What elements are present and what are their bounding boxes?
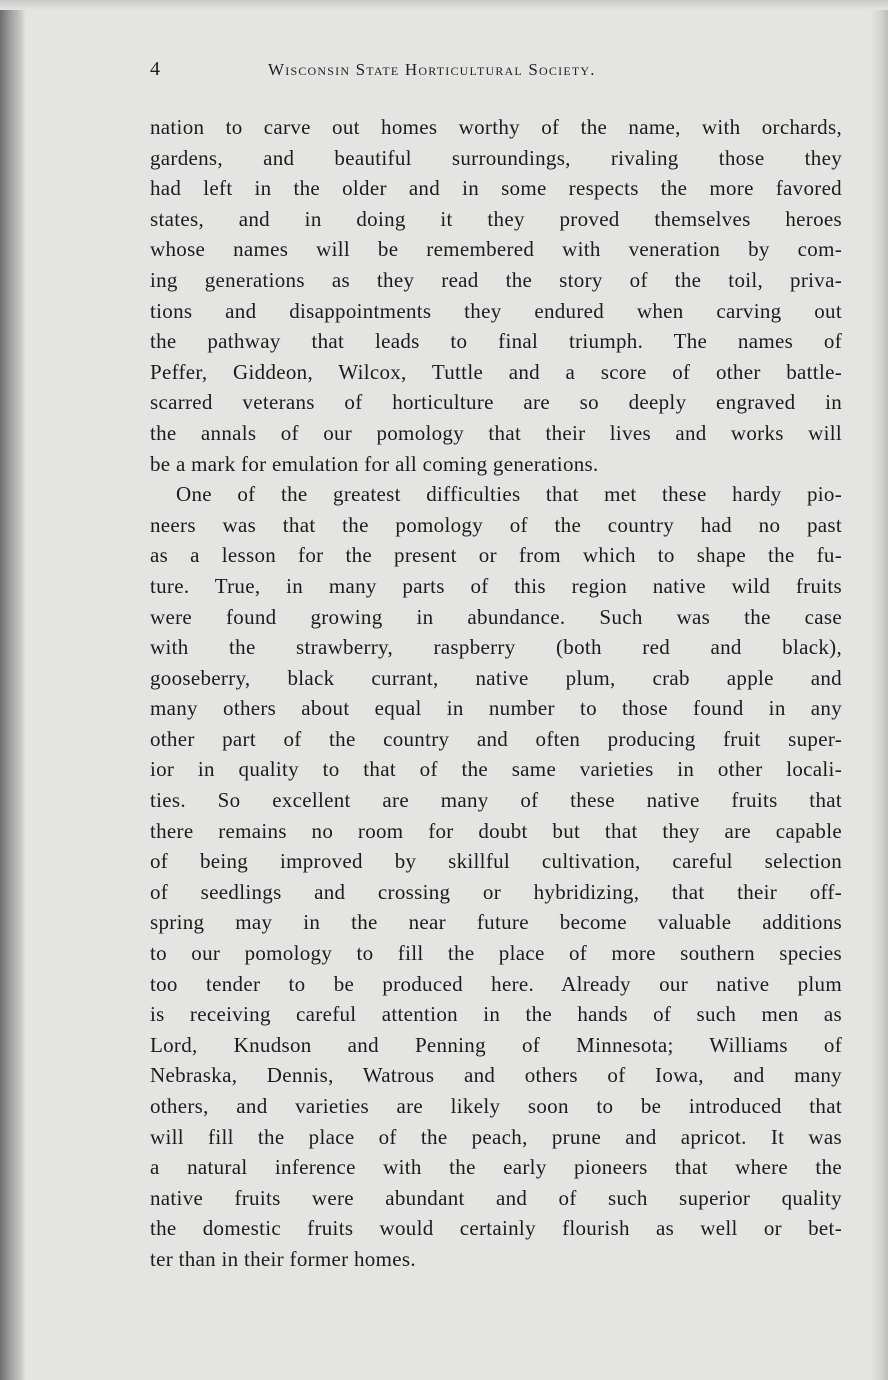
- text-line: scarred veterans of horticulture are so deeply engraved in: [150, 390, 842, 415]
- text-line: ing generations as they read the story of the toil, priva-: [150, 267, 842, 292]
- page-number: 4: [150, 58, 160, 80]
- page-edge-top: [0, 0, 888, 10]
- text-line: ties. So excellent are many of these native fruits that: [150, 788, 842, 813]
- text-line: of being improved by skillful cultivation, careful selection: [150, 849, 842, 874]
- text-line: a natural inference with the early pioneers that where the: [150, 1155, 842, 1180]
- text-line: too tender to be produced here. Already our native plum: [150, 971, 842, 996]
- text-line: native fruits were abundant and of such superior quality: [150, 1185, 842, 1210]
- text-line: neers was that the pomology of the country had no past: [150, 512, 842, 537]
- text-line: Lord, Knudson and Penning of Minnesota; Williams of: [150, 1032, 842, 1057]
- text-line: is receiving careful attention in the hands of such men as: [150, 1002, 842, 1027]
- text-line: will fill the place of the peach, prune and apricot. It was: [150, 1124, 842, 1149]
- text-line: of seedlings and crossing or hybridizing, that their off-: [150, 879, 842, 904]
- text-line: gooseberry, black currant, native plum, crab apple and: [150, 665, 842, 690]
- text-line: states, and in doing it they proved themselves heroes: [150, 206, 842, 231]
- text-line: gardens, and beautiful surroundings, rivaling those they: [150, 145, 842, 170]
- text-line: others, and varieties are likely soon to be introduced that: [150, 1094, 842, 1118]
- page-header: [150, 58, 840, 88]
- text-line: the annals of our pomology that their lives and works will: [150, 420, 842, 445]
- book-spine-shadow: [0, 0, 26, 1380]
- text-line: nation to carve out homes worthy of the name, with orchards,: [150, 115, 842, 139]
- text-line: be a mark for emulation for all coming generations.: [150, 451, 599, 476]
- text-line: ture. True, in many parts of this region native wild fruits: [150, 573, 842, 598]
- text-line: had left in the older and in some respects the more favored: [150, 176, 842, 201]
- text-line: with the strawberry, raspberry (both red and black),: [150, 635, 842, 660]
- text-line: ior in quality to that of the same varieties in other locali-: [150, 757, 842, 782]
- text-line: to our pomology to fill the place of more southern species: [150, 941, 842, 966]
- text-line: Nebraska, Dennis, Watrous and others of Iowa, and many: [150, 1063, 842, 1088]
- page-edge-right: [870, 0, 888, 1380]
- paragraph-1: [150, 112, 842, 479]
- text-line: the domestic fruits would certainly flourish as well or bet-: [150, 1216, 842, 1241]
- text-line: there remains no room for doubt but that they are capable: [150, 818, 842, 843]
- text-line: spring may in the near future become valuable additions: [150, 910, 842, 935]
- text-line: the pathway that leads to final triumph. The names of: [150, 329, 842, 354]
- text-line: other part of the country and often producing fruit super-: [150, 726, 842, 751]
- text-line: were found growing in abundance. Such was the case: [150, 604, 842, 629]
- running-head: Wisconsin State Horticultural Society.: [268, 60, 596, 79]
- text-line: Peffer, Giddeon, Wilcox, Tuttle and a score of other battle-: [150, 359, 842, 384]
- text-line: whose names will be remembered with veneration by com-: [150, 237, 842, 262]
- text-line: as a lesson for the present or from which to shape the fu-: [150, 543, 842, 568]
- body-text: [150, 112, 842, 1275]
- text-line: ter than in their former homes.: [150, 1246, 416, 1271]
- text-line: many others about equal in number to those found in any: [150, 696, 842, 721]
- text-line: One of the greatest difficulties that met these hardy pio-: [176, 482, 842, 507]
- paragraph-2: [150, 479, 842, 1274]
- text-line: tions and disappointments they endured when carving out: [150, 298, 842, 323]
